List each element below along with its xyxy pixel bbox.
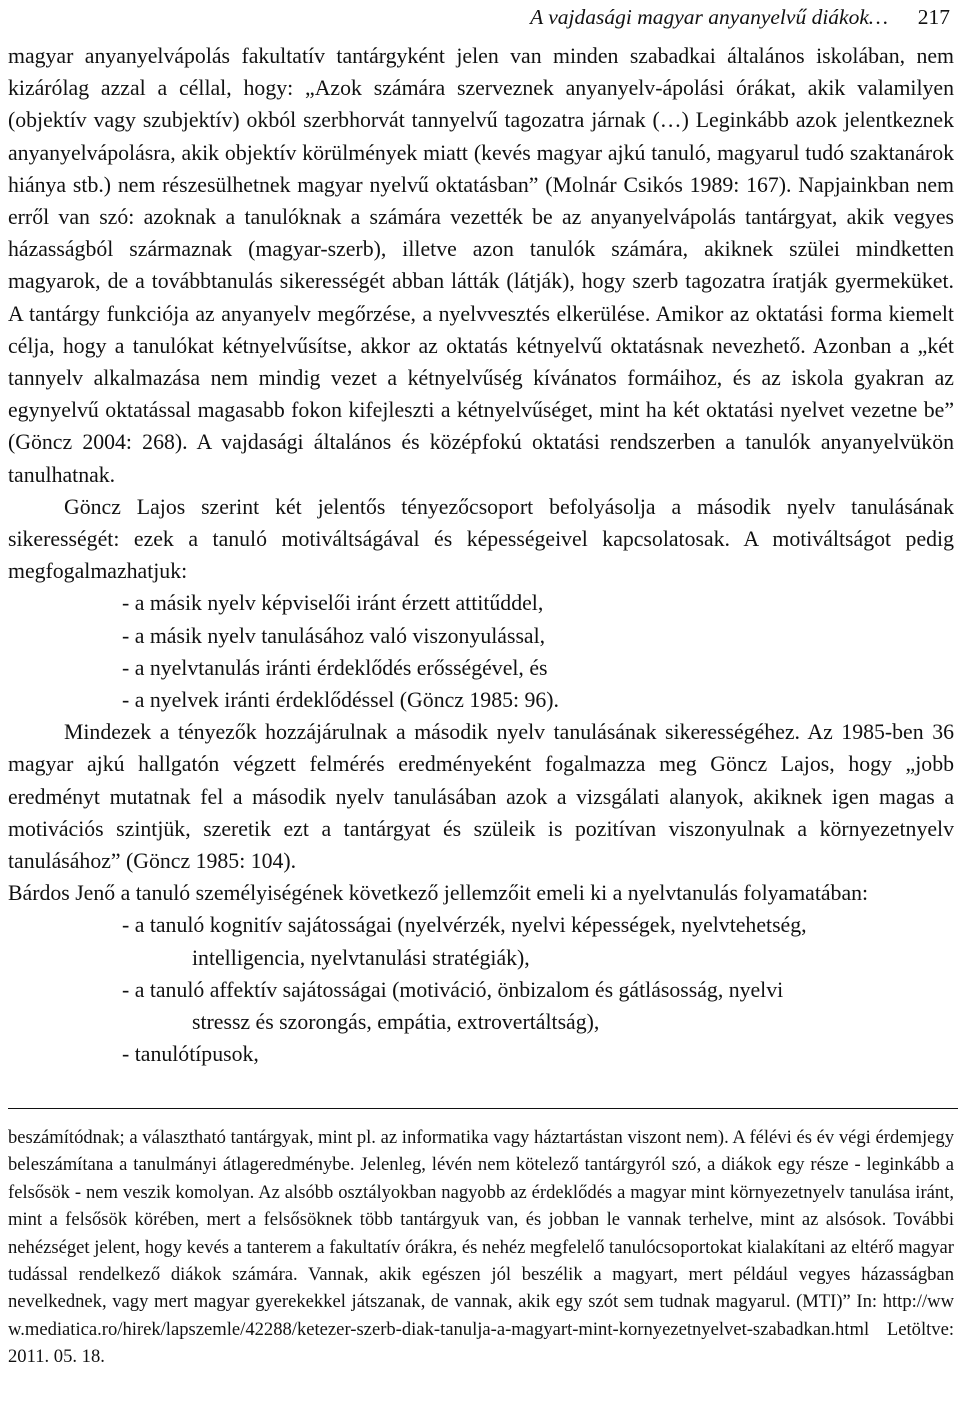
list-item: - a nyelvtanulás iránti érdeklődés erősségével, és	[122, 655, 548, 680]
list-item	[8, 1038, 954, 1070]
list-item	[8, 974, 954, 1038]
list-item-continuation: stressz és szorongás, empátia, extrovertáltság),	[192, 1010, 600, 1035]
footnote-retrieved: Letöltve: 2011. 05. 18.	[8, 1318, 954, 1368]
list-item-text: - a tanuló kognitív sajátosságai (nyelvérzék, nyelvi képességek, nyelvtehetség,	[122, 913, 807, 938]
list-item-text: - tanulótípusok,	[122, 1042, 259, 1067]
body-text	[8, 40, 954, 1071]
running-header	[8, 2, 950, 32]
list-item	[8, 909, 954, 973]
page-number: 217	[917, 5, 950, 29]
footnote-divider	[8, 1108, 958, 1109]
footnote-url: http://www.mediatica.ro/hirek/lapszemle/42288/ketezer-szerb-diak-tanulja-a-magyart-mint-kornyezetnyelvet-szabadkan.html	[8, 1291, 954, 1340]
footnote	[8, 1124, 954, 1371]
learner-traits-list	[8, 909, 954, 1070]
motivation-list	[8, 587, 954, 716]
list-item: - a másik nyelv képviselői iránt érzett attitűddel,	[122, 591, 544, 616]
paragraph-3: Mindezek a tényezők hozzájárulnak a második nyelv tanulásának sikerességéhez. Az 1985-ben 36 magyar ajkú hallgatón végzett felmérés eredményeként fogalmazza meg Göncz Lajos, hogy „jobb eredményt mutatnak fel a második nyelv tanulásában azok a vizsgálati alanyok, akiknek igen magas a motivációs szintjük, szeretik ezt a tantárgyat és szüleik is pozitívan viszonyulnak a környezetnyelv tanulásához” (Göncz 1985: 104).	[8, 720, 954, 874]
running-title: A vajdasági magyar anyanyelvű diákok…	[530, 5, 888, 29]
footnote-text: beszámítódnak; a választható tantárgyak, mint pl. az informatika vagy háztartástan viszont nem). A félévi és év végi érdemjegy beleszámítana a tanulmányi átlageredménybe. Jelenleg, lévén nem kötelező tantárgyról szó, a diákok egy része - leginkább a felsősök - nem veszik komolyan. Az alsóbb osztályokban nagyobb az érdeklődés a magyar mint környezetnyelv tanulása iránt, mint a felsősök körében, mert a felsősöknek több tantárgyuk van, és jobban le vannak terhelve, mint az alsósok. További nehézséget jelent, hogy kevés a tanterem a fakultatív órákra, és nehéz megfelelő tanulócsoportokat kialakítani az eltérő magyar tudással rendelkező diákok számára. Vannak, akik egészen jól beszélik a magyart, mert például vegyes házasságban nevelkednek, vagy mert magyar gyerekekkel játszanak, de vannak, akik egy szót sem tudnak magyarul. (MTI)” In:	[8, 1127, 954, 1313]
list-item-continuation: intelligencia, nyelvtanulási stratégiák),	[192, 945, 530, 970]
paragraph-4: Bárdos Jenő a tanuló személyiségének következő jellemzőit emeli ki a nyelvtanulás folyamatában:	[8, 881, 869, 906]
list-item-text: - a tanuló affektív sajátosságai (motiváció, önbizalom és gátlásosság, nyelvi	[122, 977, 784, 1002]
paragraph-2: Göncz Lajos szerint két jelentős tényezőcsoport befolyásolja a második nyelv tanulásának sikerességét: ezek a tanuló motiváltságával és képességeivel kapcsolatosak. A motiváltságot pedig megfogalmazhatjuk:	[8, 494, 954, 584]
paragraph-1: magyar anyanyelvápolás fakultatív tantárgyként jelen van minden szabadkai általános iskolában, nem kizárólag azzal a céllal, hogy: „Azok számára szerveznek anyanyelv-ápolási órákat, akik valamilyen (objektív vagy szubjektív) okból szerbhorvát tannyelvű tagozatra járnak (…) Leginkább azok jelentkeznek anyanyelvápolásra, akik objektív körülmények miatt (kevés magyar ajkú tanuló, magyarul tudó szaktanárok hiánya stb.) nem részesülhetnek magyar nyelvű oktatásban” (Molnár Csikós 1989: 167). Napjainkban nem erről van szó: azoknak a tanulóknak a számára vezették be az anyanyelvápolás tantárgyat, akik vegyes házasságból származnak (magyar-szerb), illetve azon tanulók számára, akiknek szülei mindketten magyarok, de a továbbtanulás sikerességét abban látták (látják), hogy szerb tagozatra íratják gyermeküket. A tantárgy funkciója az anyanyelv megőrzése, a nyelvvesztés elkerülése. Amikor az oktatási forma kiemelt célja, hogy a tanulókat kétnyelvűsítse, akkor az oktatás kétnyelvű oktatásnak nevezhető. Azonban a „két tannyelv alkalmazása nem mindig vezet a kétnyelvűség kívánatos formáihoz, és az iskola gyakran az egynyelvű oktatással magasabb fokon kifejleszti a kétnyelvűséget, mint ha két oktatási nyelvet vezetne be” (Göncz 2004: 268). A vajdasági általános és középfokú oktatási rendszerben a tanulók anyanyelvükön tanulhatnak.	[8, 44, 954, 487]
list-item: - a nyelvek iránti érdeklődéssel (Göncz 1985: 96).	[122, 688, 560, 713]
list-item: - a másik nyelv tanulásához való viszonyulással,	[122, 623, 546, 648]
